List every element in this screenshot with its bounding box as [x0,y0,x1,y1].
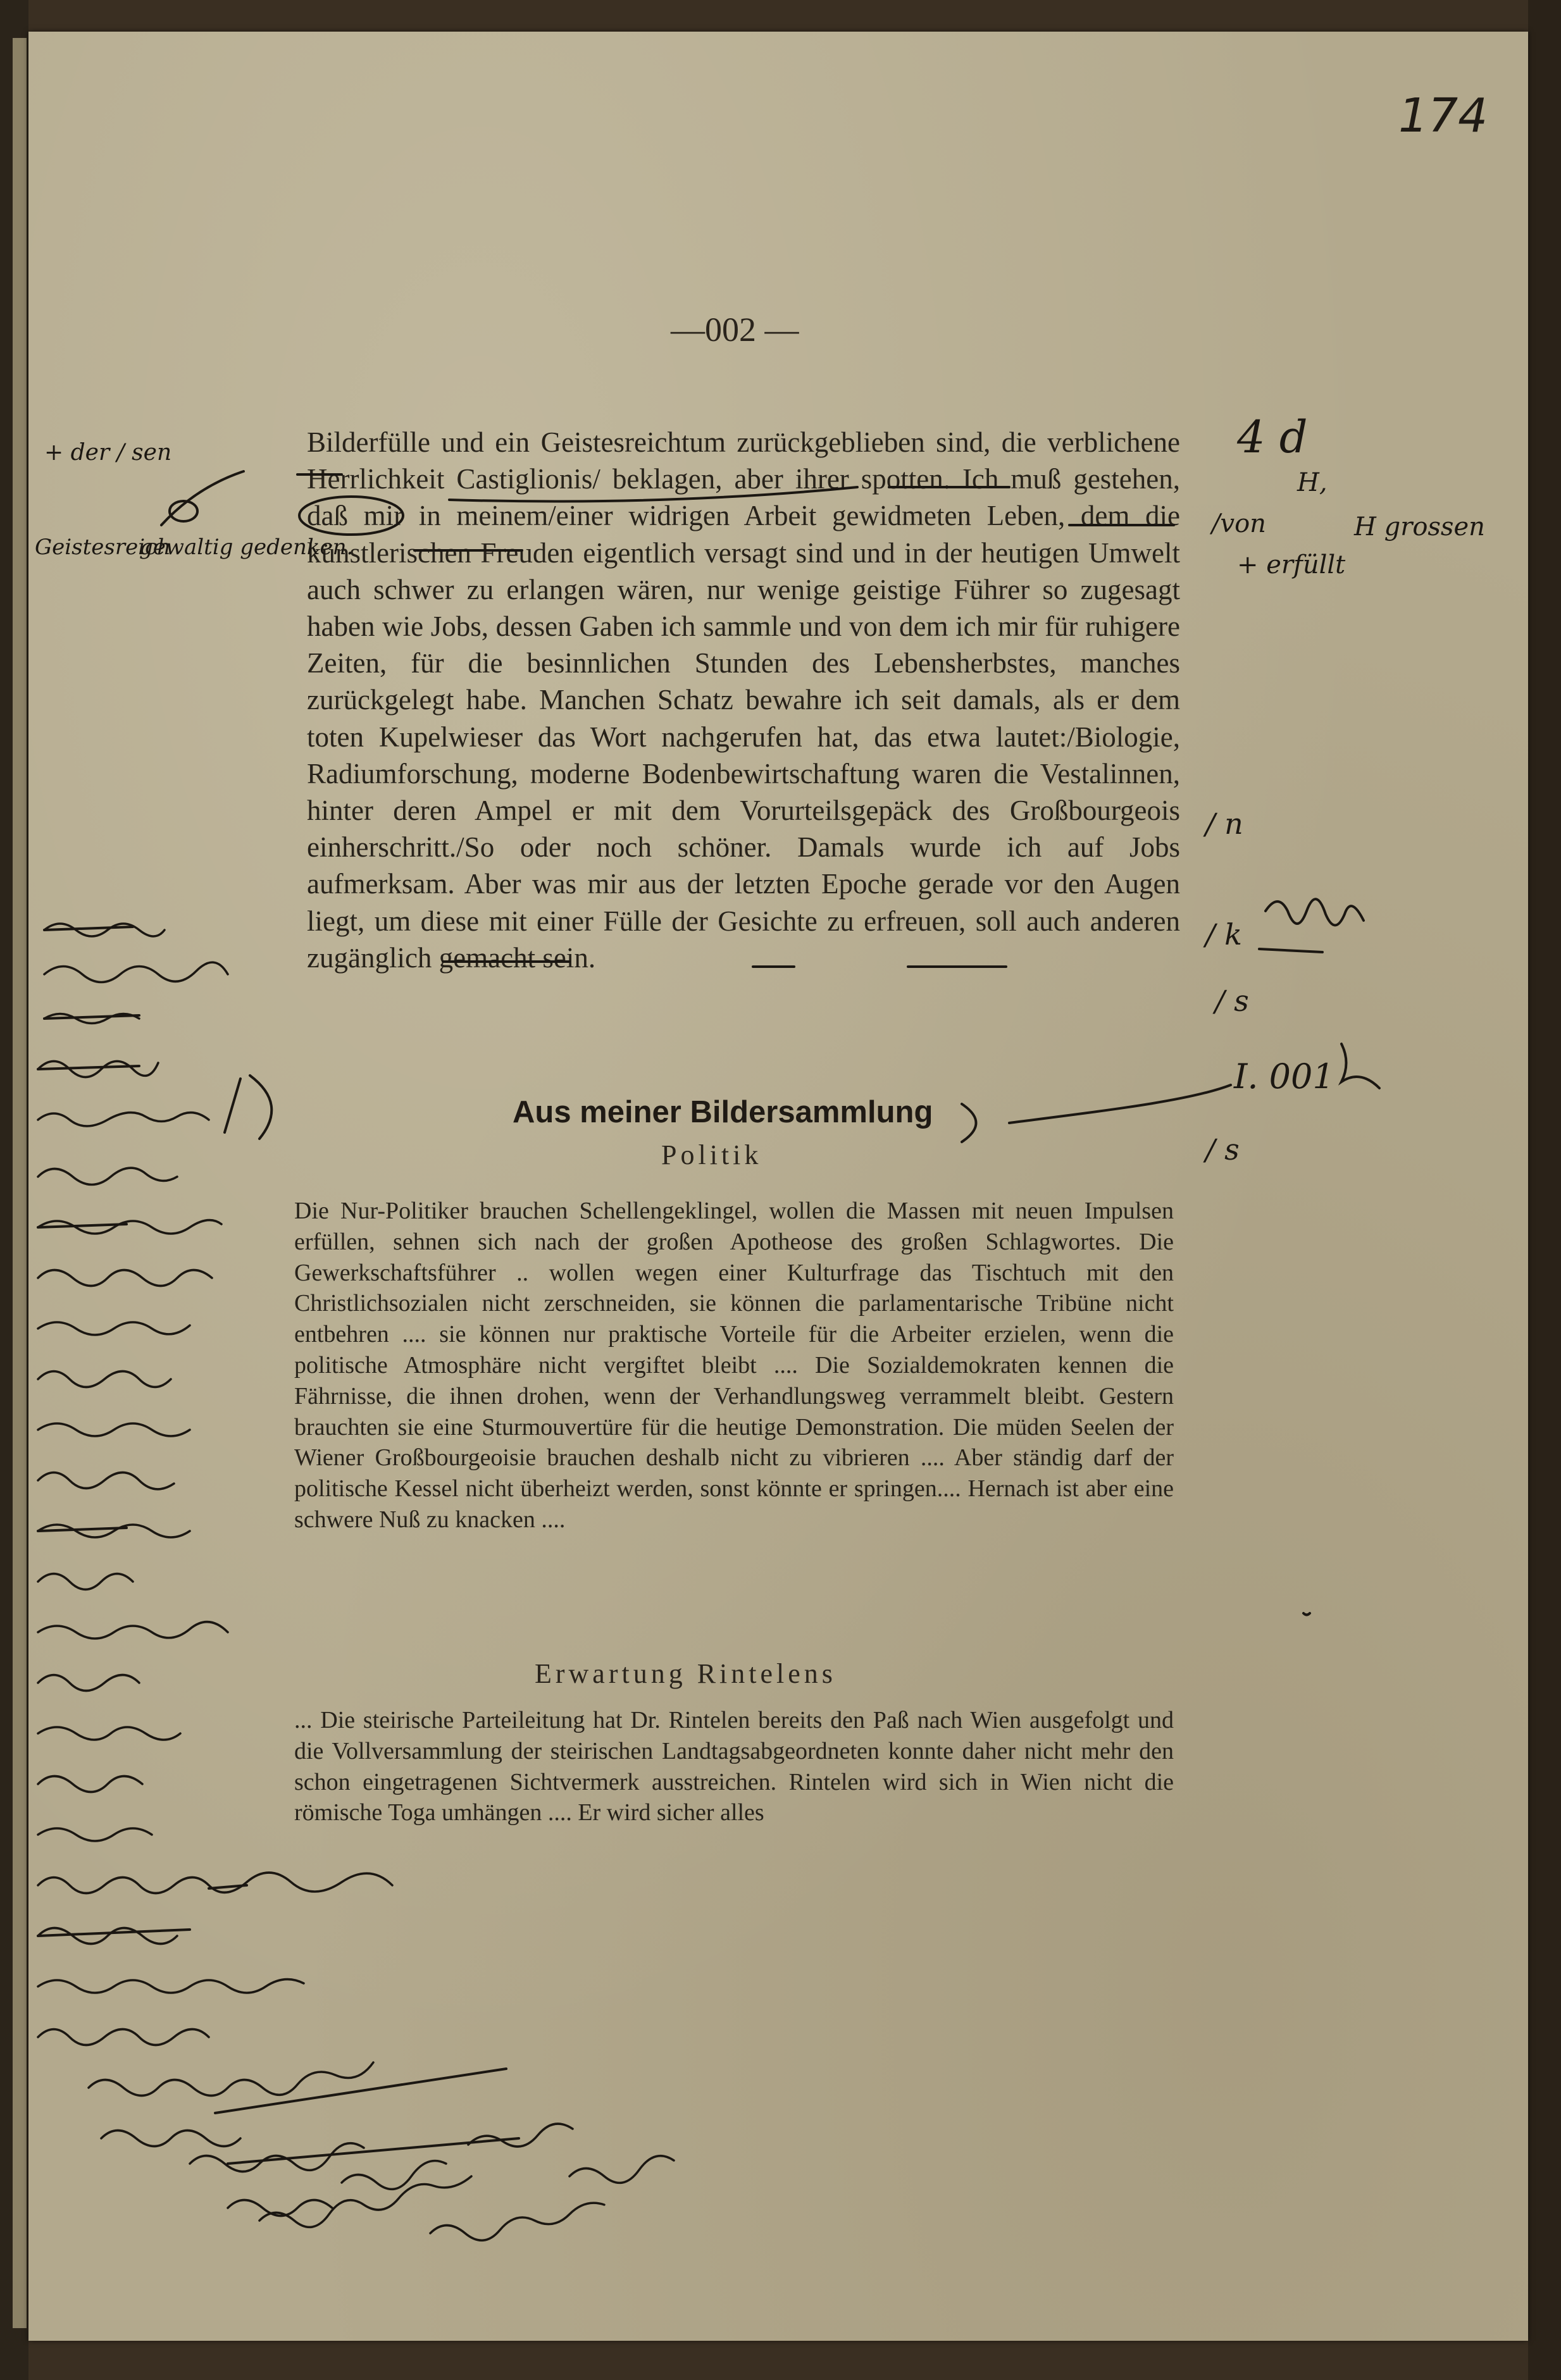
annotation-right-1: 4 d [1237,411,1308,463]
section-heading: Aus meiner Bildersammlung [513,1095,933,1129]
annotation-right-2: H, [1297,468,1328,497]
annotation-left-2: Geistesreich [35,535,171,560]
rintelen-paragraph: ... Die steirische Parteileitung hat Dr. Rintelen bereits den Paß nach Wien ausgefolgt und die Vollversammlung der steirischen Landtagsabgeordneten konnte daher nicht mehr den schon eingetragenen Sichtvermerk ausstreichen. Rintelen wird sich in Wien nicht die römische Toga umhängen .... Er wird sicher alles [294,1707,1174,1826]
printed-page-number: —002 — [671,311,799,349]
annotation-left-1: + der / sen [44,440,172,466]
politik-paragraph: Die Nur-Politiker brauchen Schellengeklingel, wollen die Massen mit neuen Impulsen erfüllen, sehnen sich nach der großen Apotheose des großen Schlagwortes. Die Gewerkschaftsführer .. wollen wegen einer Kulturfrage das Tischtuch mit den Christlichsozialen nicht zerschneiden, sie können die parlamentarische Tribüne nicht entbehren .... sie können nur praktische Vorteile für die Arbeiter erzielen, wenn die politische Atmosphäre nicht vergiftet bleibt .... Die Sozialdemokraten kennen die Fährnisse, die ihnen drohen, wenn der Verhandlungsweg verrammelt bleibt. Gestern brauchten sie eine Sturmouvertüre für die heutige Demonstration. Die müden Seelen der Wiener Großbourgeoisie brauchen deshalb nicht zu vibrieren .... Aber ständig darf der politische Kessel nicht überheizt werden, sonst könnte er springen.... Hernach ist aber eine schwere Nuß zu knacken .... [294,1198,1174,1533]
handwritten-page-number: 174 [1398,89,1488,143]
annotation-right-7: / k [1205,917,1242,951]
subheading-politik: Politik [661,1139,762,1170]
annotation-right-9: I. 001 [1234,1057,1334,1096]
annotation-right-8: / s [1215,984,1249,1018]
paragraph-text: Bilderfülle und ein Geistesreichtum zurückgeblieben sind, die verblichene Herrlichkeit Castiglionis/ beklagen, aber ihrer spotten. Ich muß gestehen, daß mir in meinem/einer widrigen Arbeit gewidmeten Leben, dem die künstlerischen Freuden eigentlich versagt sind und in der heutigen Umwelt auch schwer zu erlangen wären, nur wenige geistige Führer so zugesagt haben wie Jobs, dessen Gaben ich sammle und von dem ich mir für ruhigere Zeiten, für die besinnlichen Stunden des Lebensherbstes, manches zurückgelegt habe. Manchen Schatz bewahre ich seit damals, als er dem toten Kupelwieser das Wort nachgerufen hat, das etwa lautet:/Biologie, Radiumforschung, moderne Bodenbewirtschaftung waren die Vestalinnen, hinter deren Ampel er mit dem Vorurteilsgepäck des Großbourgeois einherschritt./So oder noch schöner. Damals wurde ich auf Jobs aufmerksam. Aber was mir aus der letzten Epoche gerade vor den Augen liegt, um diese mit einer Fülle der Gesichte zu erfreuen, soll auch anderen zugänglich gemacht sein. [307,426,1180,974]
annotation-right-3: /von [1212,509,1266,538]
annotation-right-4: H grossen [1354,512,1485,542]
annotation-right-6: / n [1205,807,1243,841]
annotation-right-10: / s [1205,1132,1240,1167]
subheading-rintelen: Erwartung Rintelens [535,1658,836,1689]
annotation-left-3: gewaltig gedenken. [139,535,354,560]
annotation-right-5: + erfüllt [1237,550,1346,580]
